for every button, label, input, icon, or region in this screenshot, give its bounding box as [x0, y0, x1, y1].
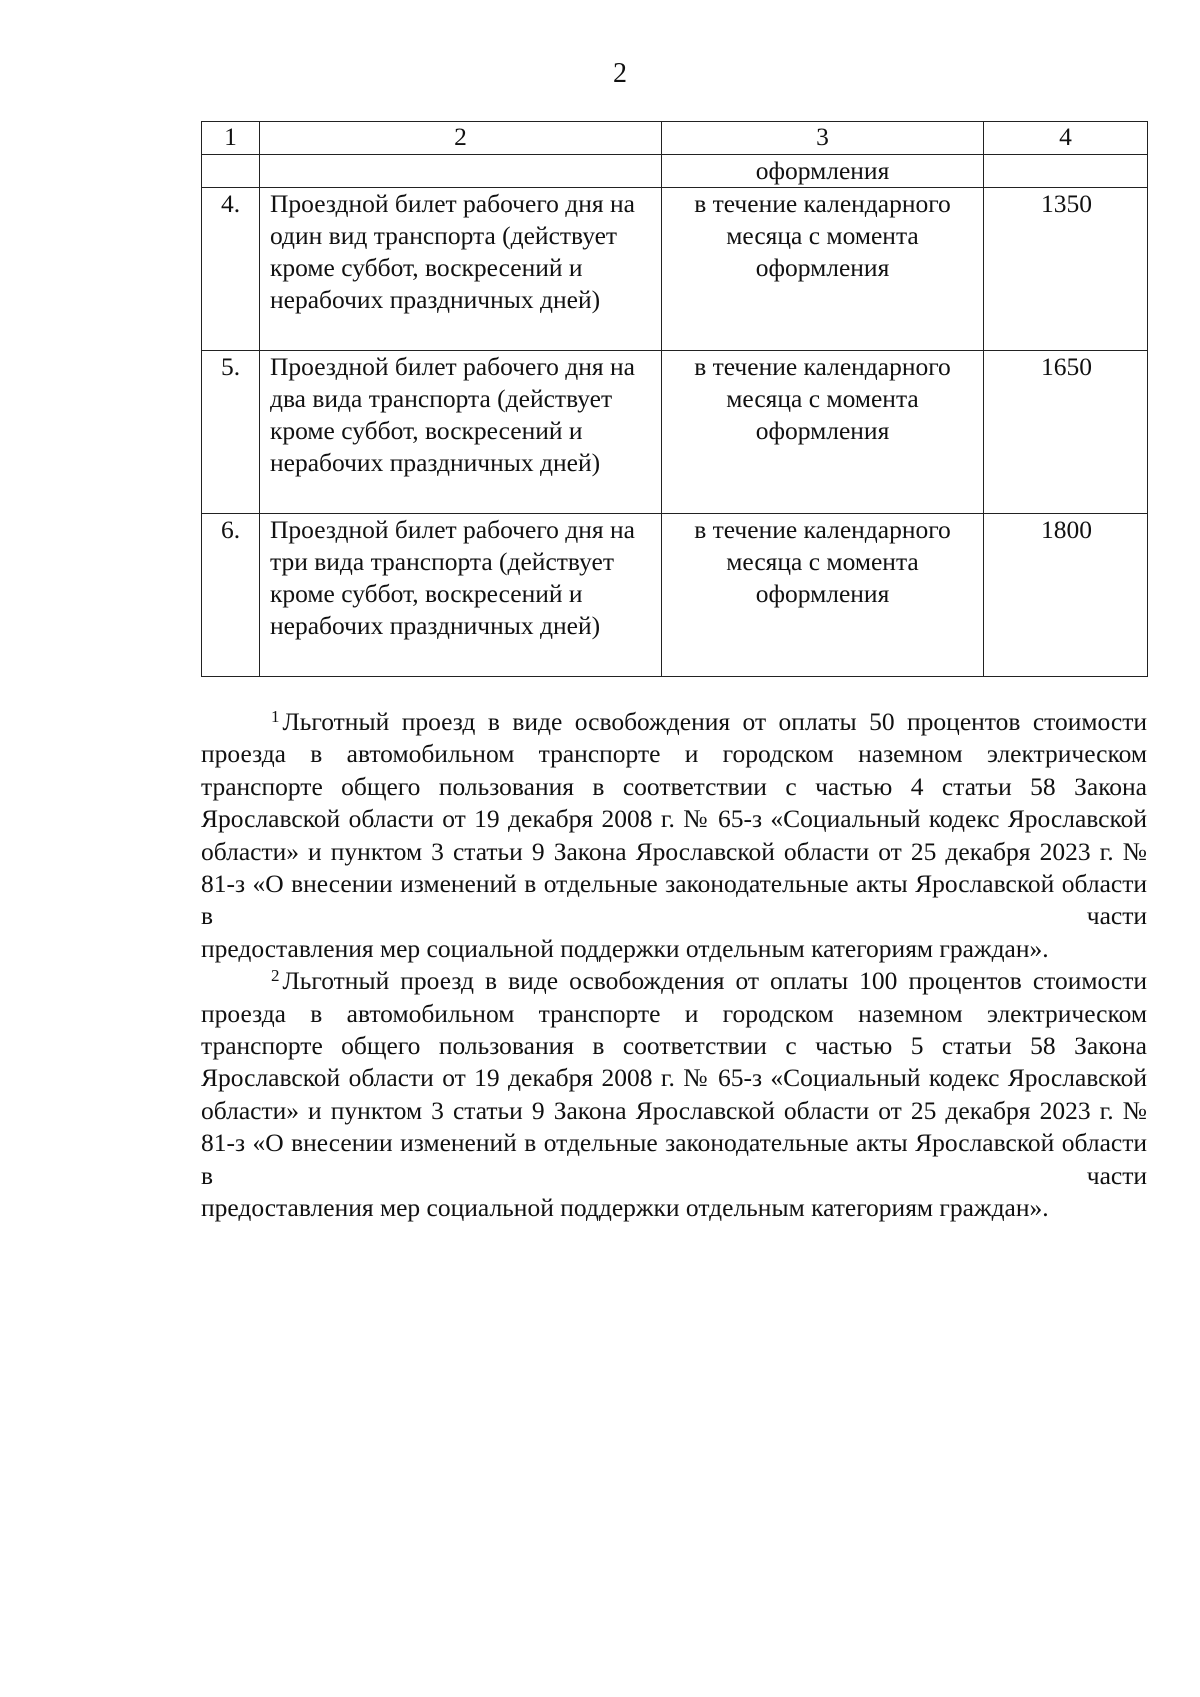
footnotes: [201, 706, 1147, 1225]
footnote-2-ending: предоставления мер социальной поддержки отдельным категориям граждан».: [201, 1193, 1049, 1223]
table-row: [202, 188, 1148, 351]
cont-price: [984, 155, 1148, 188]
row-number: 4.: [202, 188, 260, 351]
ticket-name: Проездной билет рабочего дня на два вида транспорта (действует кроме суббот, воскресений и нерабочих праздничных дней): [260, 351, 662, 514]
ticket-price: 1350: [984, 188, 1148, 351]
validity-period: в течение календарного месяца с момента оформления: [662, 514, 984, 677]
footnote-1-ending: предоставления мер социальной поддержки отдельным категориям граждан».: [201, 933, 1049, 963]
row-number: 5.: [202, 351, 260, 514]
footnote-2-text: Льготный проезд в виде освобождения от оплаты 100 процентов стоимости проезда в автомобильном транспорте и городском наземном электрическом транспорте общего пользования в соответствии с частью 5 статьи 58 Закона Ярославской области от 19 декабря 2008 г. № 65-з «Социальный кодекс Ярославской области» и пунктом 3 статьи 9 Закона Ярославской области от 25 декабря 2023 г. № 81-з «О внесении изменений в отдельные законодательные акты Ярославской области в части: [201, 966, 1147, 1190]
cont-name: [260, 155, 662, 188]
header-col-4: 4: [984, 122, 1148, 155]
table-header-row: [202, 122, 1148, 155]
footnote-2: [201, 965, 1147, 1224]
footnote-2-marker: 2: [271, 966, 280, 986]
ticket-name: Проездной билет рабочего дня на три вида транспорта (действует кроме суббот, воскресений и нерабочих праздничных дней): [260, 514, 662, 677]
footnote-1: [201, 706, 1147, 965]
ticket-price: 1800: [984, 514, 1148, 677]
row-number: 6.: [202, 514, 260, 677]
footnote-1-marker: 1: [271, 707, 280, 726]
footnote-1-text: Льготный проезд в виде освобождения от оплаты 50 процентов стоимости проезда в автомобильном транспорте и городском наземном электрическом транспорте общего пользования в соответствии с частью 4 статьи 58 Закона Ярославской области от 19 декабря 2008 г. № 65-з «Социальный кодекс Ярославской области» и пунктом 3 статьи 9 Закона Ярославской области от 25 декабря 2023 г. № 81-з «О внесении изменений в отдельные законодательные акты Ярославской области в части: [201, 707, 1147, 931]
table-row: [202, 514, 1148, 677]
tariff-table: [201, 121, 1148, 677]
header-col-2: 2: [260, 122, 662, 155]
ticket-price: 1650: [984, 351, 1148, 514]
cont-num: [202, 155, 260, 188]
table-row: [202, 351, 1148, 514]
header-col-1: 1: [202, 122, 260, 155]
table-continuation-row: [202, 155, 1148, 188]
validity-period: в течение календарного месяца с момента оформления: [662, 188, 984, 351]
page-number: 2: [613, 58, 627, 89]
ticket-name: Проездной билет рабочего дня на один вид транспорта (действует кроме суббот, воскресений и нерабочих праздничных дней): [260, 188, 662, 351]
cont-period: оформления: [662, 155, 984, 188]
header-col-3: 3: [662, 122, 984, 155]
validity-period: в течение календарного месяца с момента оформления: [662, 351, 984, 514]
